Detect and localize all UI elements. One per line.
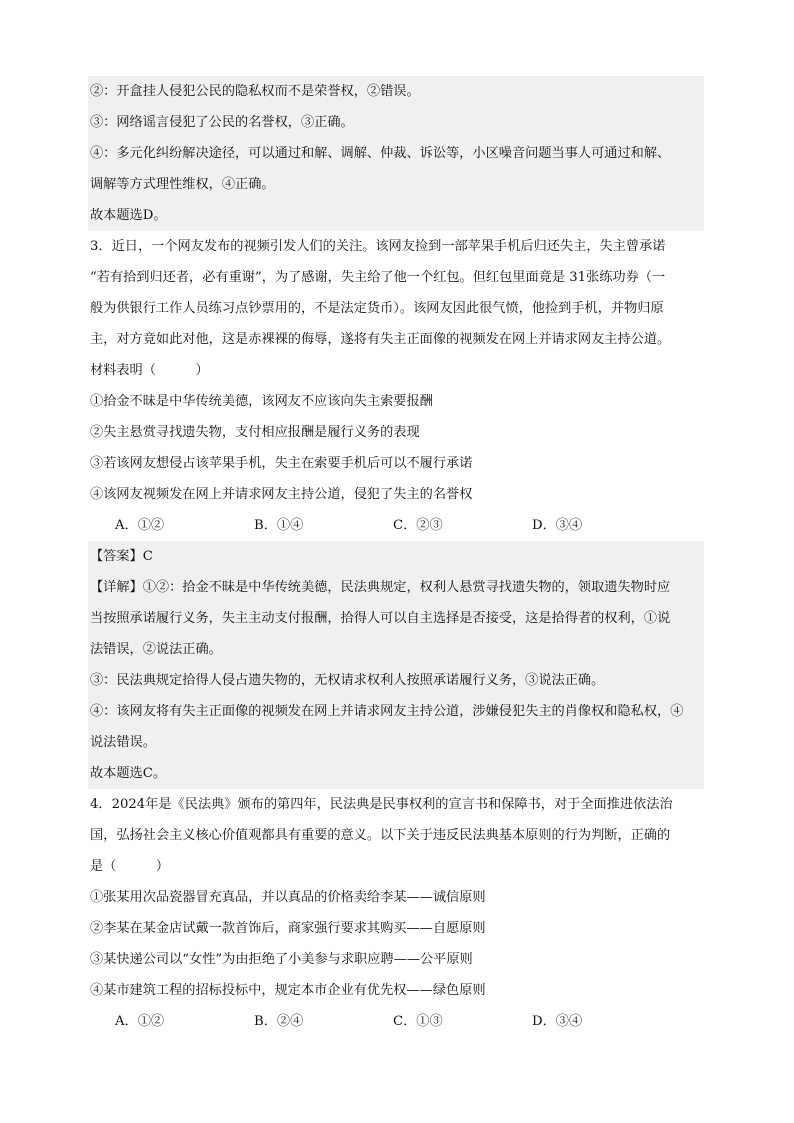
question-4-options [88,1006,704,1037]
question-4-statement: ②李某在某金店试戴一款首饰后，商家强行要求其购买——自愿原则 [90,921,486,936]
explanation-line: 故本题选C。 [88,758,704,789]
explanation-line: 说法错误。 [88,727,704,758]
question-3-statement: ③若该网友想侵占该苹果手机，失主在索要手机后可以不履行承诺 [90,456,473,471]
option-d: D．③④ [532,1014,583,1029]
option-b: B．②④ [254,1014,304,1029]
option-c: C．①③ [393,1014,443,1029]
explanation-line: ③：民法典规定拾得人侵占遗失物的，无权请求权利人按照承诺履行义务，③说法正确。 [88,665,704,696]
question-3-statement: ②失主悬赏寻找遗失物，支付相应报酬是履行义务的表现 [90,425,420,440]
explanation-line: ④：该网友将有失主正面像的视频发在网上并请求网友主持公道，涉嫌侵犯失主的肖像权和隐私权，④ [88,696,704,727]
explanation-line: 当按照承诺履行义务，失主主动支付报酬，拾得人可以自主选择是否接受，这是拾得者的权利，①说 [88,603,704,634]
explanation-line: 调解等方式理性维权，④正确。 [88,169,704,200]
question-4-statement: ④某市建筑工程的招标投标中，规定本市企业有优先权——绿色原则 [90,983,486,998]
question-3-stem: “若有拾到归还者，必有重谢”，为了感谢，失主给了他一个红包。但红包里面竟是 31张练功券（一 [90,270,666,285]
question-3-stem: 材料表明（ ） [90,363,209,378]
explanation-line: ②：开盒挂人侵犯公民的隐私权而不是荣誉权，②错误。 [88,76,704,107]
question-3-statement: ①拾金不昧是中华传统美德，该网友不应该向失主索要报酬 [90,394,433,409]
explanation-line: 故本题选D。 [88,200,704,231]
question-4-stem: 国，弘扬社会主义核心价值观都具有重要的意义。以下关于违反民法典基本原则的行为判断，正确的 [90,828,671,843]
question-4-statement: ①张某用次品瓷器冒充真品，并以真品的价格卖给李某——诚信原则 [90,890,486,905]
question-3-stem: 般为供银行工作人员练习点钞票用的，不是法定货币）。该网友因此很气愤，他捡到手机，并物归原 [90,301,664,316]
option-c: C．②③ [393,518,443,533]
explanation-line: ③：网络谣言侵犯了公民的名誉权，③正确。 [88,107,704,138]
option-a: A．①② [115,1014,165,1029]
explanation-line: 法错误，②说法正确。 [88,634,704,665]
question-3-stem: 主，对方竟如此对他，这是赤裸裸的侮辱，遂将有失主正面像的视频发在网上并请求网友主持公道。 [90,332,671,347]
question-3-options [88,510,704,541]
option-b: B．①④ [254,518,304,533]
question-4-stem: 4．2024年是《民法典》颁布的第四年，民法典是民事权利的宣言书和保障书，对于全面推进依法治 [90,797,673,812]
question-3-answer: 【答案】C [88,541,704,572]
question-3-statement: ④该网友视频发在网上并请求网友主持公道，侵犯了失主的名誉权 [90,487,473,502]
option-a: A．①② [115,518,165,533]
question-4-statement: ③某快递公司以“女性”为由拒绝了小美参与求职应聘——公平原则 [90,952,473,967]
question-4-stem: 是（ ） [90,859,170,874]
explanation-line: 【详解】①②：拾金不昧是中华传统美德，民法典规定，权利人悬赏寻找遗失物的，领取遗失物时应 [88,572,704,603]
document-content [88,76,704,1037]
question-3-stem: 3．近日，一个网友发布的视频引发人们的关注。该网友捡到一部苹果手机后归还失主，失主曾承诺 [90,239,666,254]
explanation-line: ④：多元化纠纷解决途径，可以通过和解、调解、仲裁、诉讼等，小区噪音问题当事人可通过和解、 [88,138,704,169]
option-d: D．③④ [532,518,583,533]
